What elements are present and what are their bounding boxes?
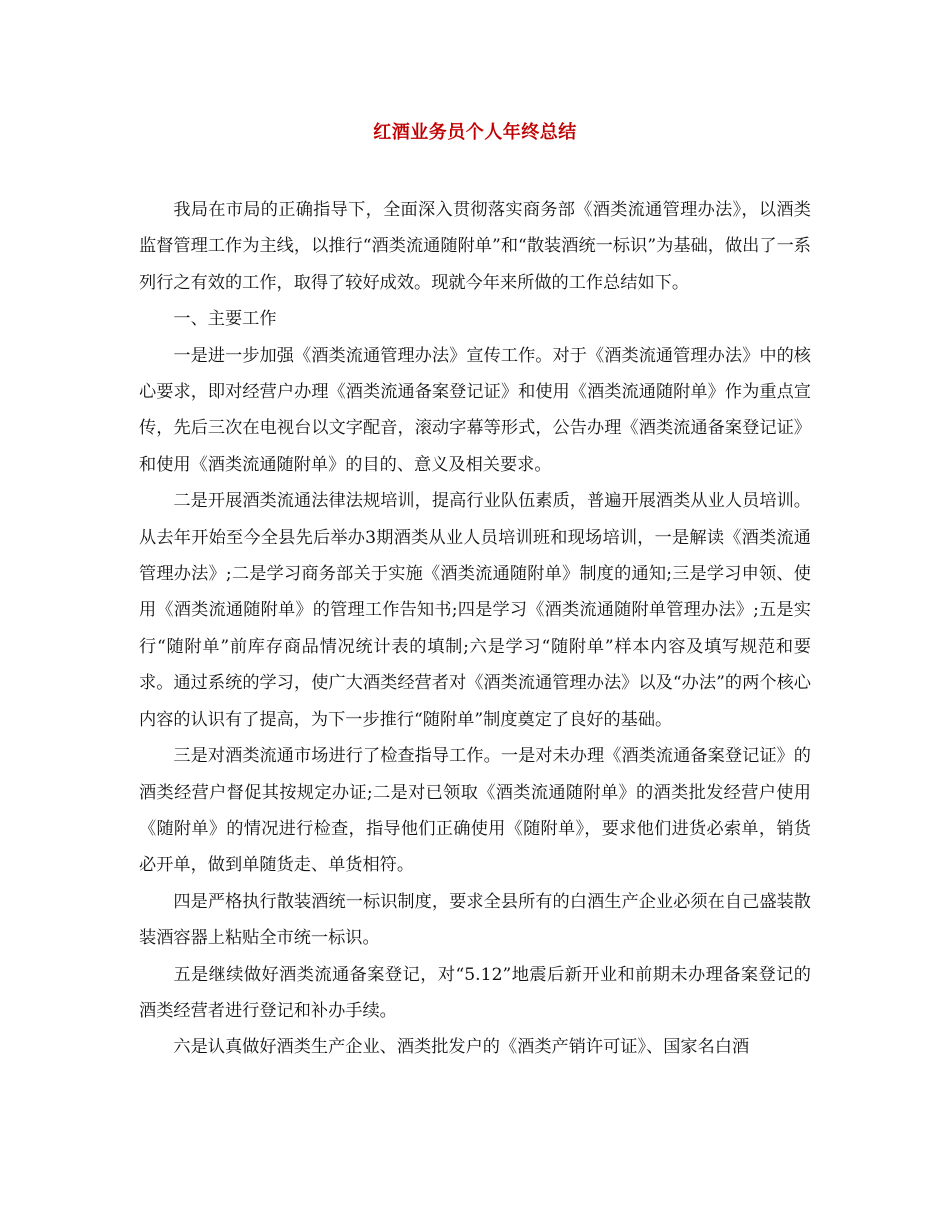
document-title: 红酒业务员个人年终总结 [373, 122, 577, 143]
paragraph-item-5: 五是继续做好酒类流通备案登记，对“5.12”地震后新开业和前期未办理备案登记的酒类经营者进行登记和补办手续。 [139, 964, 811, 1021]
paragraph-intro: 我局在市局的正确指导下，全面深入贯彻落实商务部《酒类流通管理办法》，以酒类监督管理工作为主线，以推行“酒类流通随附单”和“散装酒统一标识”为基础，做出了一系列行之有效的工作，取得了较好成效。现就今年来所做的工作总结如下。 [139, 200, 811, 293]
paragraph-item-2: 二是开展酒类流通法律法规培训，提高行业队伍素质，普遍开展酒类从业人员培训。从去年开始至今全县先后举办3期酒类从业人员培训班和现场培训，一是解读《酒类流通管理办法》;二是学习商务部关于实施《酒类流通随附单》制度的通知;三是学习申领、使用《酒类流通随附单》的管理工作告知书;四是学习《酒类流通随附单管理办法》;五是实行“随附单”前库存商品情况统计表的填制;六是学习“随附单”样本内容及填写规范和要求。通过系统的学习，使广大酒类经营者对《酒类流通管理办法》以及“办法”的两个核心内容的认识有了提高，为下一步推行“随附单”制度奠定了良好的基础。 [139, 491, 811, 730]
paragraph-item-3: 三是对酒类流通市场进行了检查指导工作。一是对未办理《酒类流通备案登记证》的酒类经营户督促其按规定办证;二是对已领取《酒类流通随附单》的酒类批发经营户使用《随附单》的情况进行检查，指导他们正确使用《随附单》，要求他们进货必索单，销货必开单，做到单随货走、单货相符。 [139, 746, 811, 876]
paragraph-item-4: 四是严格执行散装酒统一标识制度，要求全县所有的白酒生产企业必须在自己盛装散装酒容器上粘贴全市统一标识。 [139, 891, 811, 949]
paragraph-item-1: 一是进一步加强《酒类流通管理办法》宣传工作。对于《酒类流通管理办法》中的核心要求，即对经营户办理《酒类流通备案登记证》和使用《酒类流通随附单》作为重点宣传，先后三次在电视台以文字配音，滚动字幕等形式，公告办理《酒类流通备案登记证》和使用《酒类流通随附单》的目的、意义及相关要求。 [139, 345, 811, 475]
paragraph-item-6: 六是认真做好酒类生产企业、酒类批发户的《酒类产销许可证》、国家名白酒 [173, 1037, 750, 1058]
document-page [139, 118, 811, 1066]
section-heading-main-work: 一、主要工作 [173, 309, 277, 330]
